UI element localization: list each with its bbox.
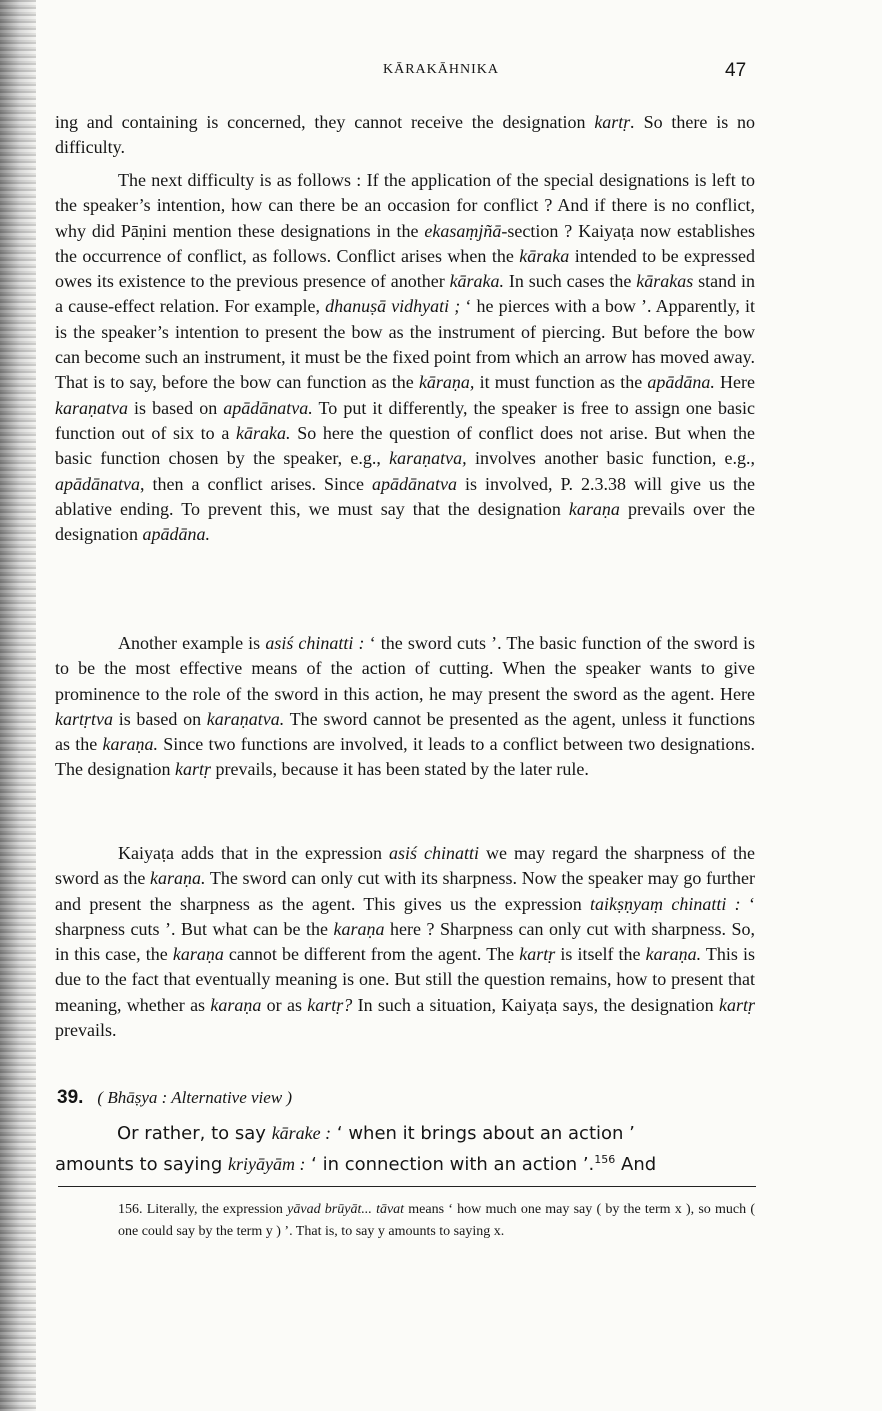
- section-title: ( Bhāṣya : Alternative view ): [97, 1088, 293, 1107]
- footnote: 156. Literally, the expression yāvad brūyāt... tāvat means ‘ how much one may say ( by the term x ), so much ( one could say by the term y ) ’. That is, to say y amounts to saying x.: [118, 1202, 755, 1239]
- bhashya-translation: Or rather, to say kārake : ‘ when it brings about an action ’ amounts to saying kriyāyām : ‘ in connection with an action ’.$^{156}$ And: [55, 1123, 657, 1175]
- paragraph-sharpness: Kaiyaṭa adds that in the expression asiś chinatti we may regard the sharpness of the sword as the karaṇa. The sword can only cut with its sharpness. Now the speaker may go further and present the sharpness as the agent. This gives us the expression taikṣṇyaṃ chinatti : ‘ sharpness cuts ’. But what can be the karaṇa here ? Sharpness can only cut with sharpness. So, in this case, the karaṇa cannot be different from the agent. The kartṛ is itself the karaṇa. This is due to the fact that eventually meaning is one. But still the question remains, how to present that meaning, whether as karaṇa or as kartṛ? In such a situation, Kaiyaṭa says, the designation kartṛ prevails.: [55, 843, 756, 1041]
- book-binding-edge: [0, 0, 36, 1411]
- footnote-ref: 156: [594, 1152, 616, 1166]
- page-number: 47: [725, 60, 747, 81]
- running-title: KĀRAKĀHNIKA: [383, 62, 499, 77]
- footnote-rule: [58, 1186, 756, 1187]
- section-heading: [57, 1087, 292, 1109]
- section-number: 39.: [57, 1087, 84, 1108]
- paragraph-sword-example: Another example is asiś chinatti : ‘ the sword cuts ’. The basic function of the sword is to be the most effective means of the action of cutting. When the speaker wants to give prominence to the role of the sword in this action, he may present the sword as the agent. Here kartṛtva is based on karaṇatva. The sword cannot be presented as the agent, unless it functions as the karaṇa. Since two functions are involved, it leads to a conflict between two designations. The designation kartṛ prevails, because it has been stated by the later rule.: [55, 633, 756, 780]
- paragraph-continuation: ing and containing is concerned, they cannot receive the designation kartṛ. So there is no difficulty.: [55, 112, 755, 158]
- paragraph-conflict-difficulty: The next difficulty is as follows : If the application of the special designations is left to the speaker’s intention, how can there be an occasion for conflict ? And if there is no conflict, why did Pāṇini mention these designations in the ekasaṃjñā-section ? Kaiyaṭa now establishes the occurrence of conflict, as follows. Conflict arises when the kāraka intended to be expressed owes its existence to the previous presence of another kāraka. In such cases the kārakas stand in a cause-effect relation. For example, dhanuṣā vidhyati ; ‘ he pierces with a bow ’. Apparently, it is the speaker’s intention to present the bow as the instrument of piercing. But before the bow can become such an instrument, it must be the fixed point from which an arrow has moved away. That is to say, before the bow can function as the kāraṇa, it must function as the apādāna. Here karaṇatva is based on apādānatva. To put it differently, the speaker is free to assign one basic function out of six to a kāraka. So here the question of conflict does not arise. But when the basic function chosen by the speaker, e.g., karaṇatva, involves another basic function, e.g., apādānatva, then a conflict arises. Since apādānatva is involved, P. 2.3.38 will give us the ablative ending. To prevent this, we must say that the designation karaṇa prevails over the designation apādāna.: [55, 170, 756, 545]
